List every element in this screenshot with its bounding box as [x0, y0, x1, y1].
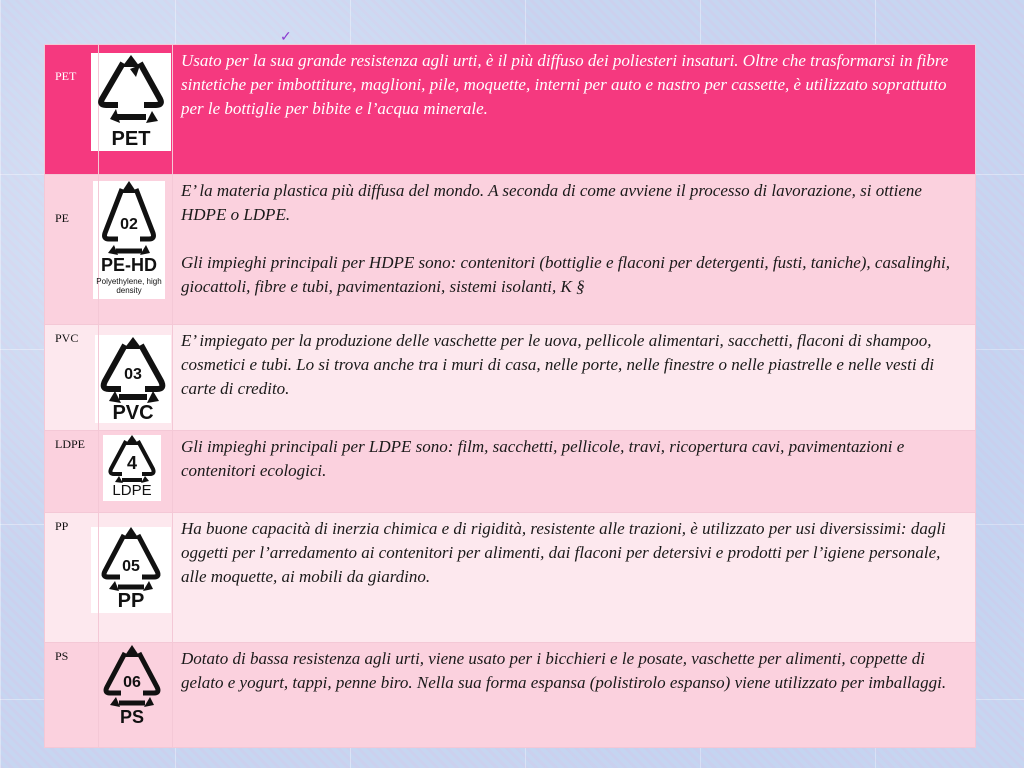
recycling-symbol-pp — [91, 527, 171, 613]
recycling-symbol-pvc — [95, 335, 171, 423]
table-row-pvc — [45, 325, 976, 431]
plastic-code: LDPE — [55, 437, 85, 451]
table-row-pe — [45, 175, 976, 325]
description — [173, 45, 975, 125]
symbol-label: PVC — [112, 402, 154, 424]
symbol-label: LDPE — [112, 482, 152, 499]
description-paragraph: Ha buone capacità di inerzia chimica e di rigidità, resistente alle trazioni, è utilizzato per usi diversissimi: dagli oggetti per l’arredamento ai contenitori per alimenti, dai flaconi per detersivi e prodotti per l’igiene personale, alle moquette, ai mobili da giardino. — [181, 519, 946, 586]
description-paragraph: Gli impieghi principali per HDPE sono: contenitori (bottiglie e flaconi per detergenti, fusti, taniche), casalinghi, giocattoli, fibre e tubi, pavimentazioni, sistemi isolanti, K § — [181, 253, 950, 296]
plastic-code: PET — [55, 69, 77, 83]
symbol-number: 03 — [124, 366, 142, 383]
description — [173, 175, 975, 303]
description — [173, 513, 975, 593]
plastic-code: PVC — [55, 331, 79, 345]
description-paragraph: Usato per la sua grande resistenza agli urti, è il più diffuso dei poliesteri insaturi. Oltre che trasformarsi in fibre sintetiche per imbottiture, maglioni, pile, moquette, interni per auto e nastro per cassette, è utilizzato soprattutto per le bottiglie per bibite e l’acqua minerale. — [181, 51, 949, 118]
plastic-code: PS — [55, 649, 69, 663]
symbol-label: PP — [117, 590, 145, 612]
plastic-code: PE — [55, 211, 70, 225]
recycling-symbol-pe — [93, 181, 165, 299]
recycling-triangle-icon — [106, 435, 158, 483]
description-paragraph: E’ impiegato per la produzione delle vaschette per le uova, pellicole alimentari, sacchetti, flaconi di shampoo, cosmetici e tubi. Lo si trova anche tra i muri di casa, nelle porte, nelle finestre o nelle piastrelle e nelle vesti di carte di credito. — [181, 331, 935, 398]
plastics-table — [44, 44, 976, 748]
table-row-ps — [45, 643, 976, 748]
symbol-number: 02 — [120, 216, 138, 233]
plastic-code: PP — [55, 519, 69, 533]
symbol-label: PS — [119, 707, 144, 727]
table-row-pp — [45, 513, 976, 643]
description — [173, 431, 975, 487]
decoration-mark: ✓ — [280, 30, 292, 45]
recycling-triangle-icon — [101, 645, 163, 709]
table-row-ldpe — [45, 431, 976, 513]
description — [173, 643, 975, 699]
symbol-number: 05 — [122, 558, 140, 575]
recycling-symbol-pet — [91, 53, 171, 151]
recycling-triangle-icon — [96, 53, 166, 131]
description-paragraph: E’ la materia plastica più diffusa del mondo. A seconda di come avviene il processo di lavorazione, si ottiene HDPE o LDPE. — [181, 181, 922, 224]
recycling-symbol-ldpe — [103, 435, 161, 501]
description-paragraph: Gli impieghi principali per LDPE sono: film, sacchetti, pellicole, travi, ricopertura cavi, pavimentazioni e contenitori ecologici. — [181, 437, 905, 480]
symbol-number: 4 — [126, 453, 138, 473]
description-paragraph: Dotato di bassa resistenza agli urti, viene usato per i bicchieri e le posate, vaschette per alimenti, coppette di gelato e yogurt, tappi, penne biro. Nella sua forma espansa (polistirolo espanso) viene utilizzato per imballaggi. — [181, 649, 947, 692]
symbol-note: Polyethylene, high density — [96, 277, 162, 295]
recycling-triangle-icon — [97, 335, 169, 405]
description — [173, 325, 975, 405]
recycling-symbol-ps — [97, 645, 167, 727]
symbol-number: 06 — [123, 674, 141, 691]
symbol-label: PE-HD — [100, 255, 157, 275]
symbol-label: PET — [111, 128, 151, 150]
table-row-pet — [45, 45, 976, 175]
recycling-triangle-icon — [98, 527, 164, 593]
recycling-triangle-icon — [100, 181, 158, 257]
